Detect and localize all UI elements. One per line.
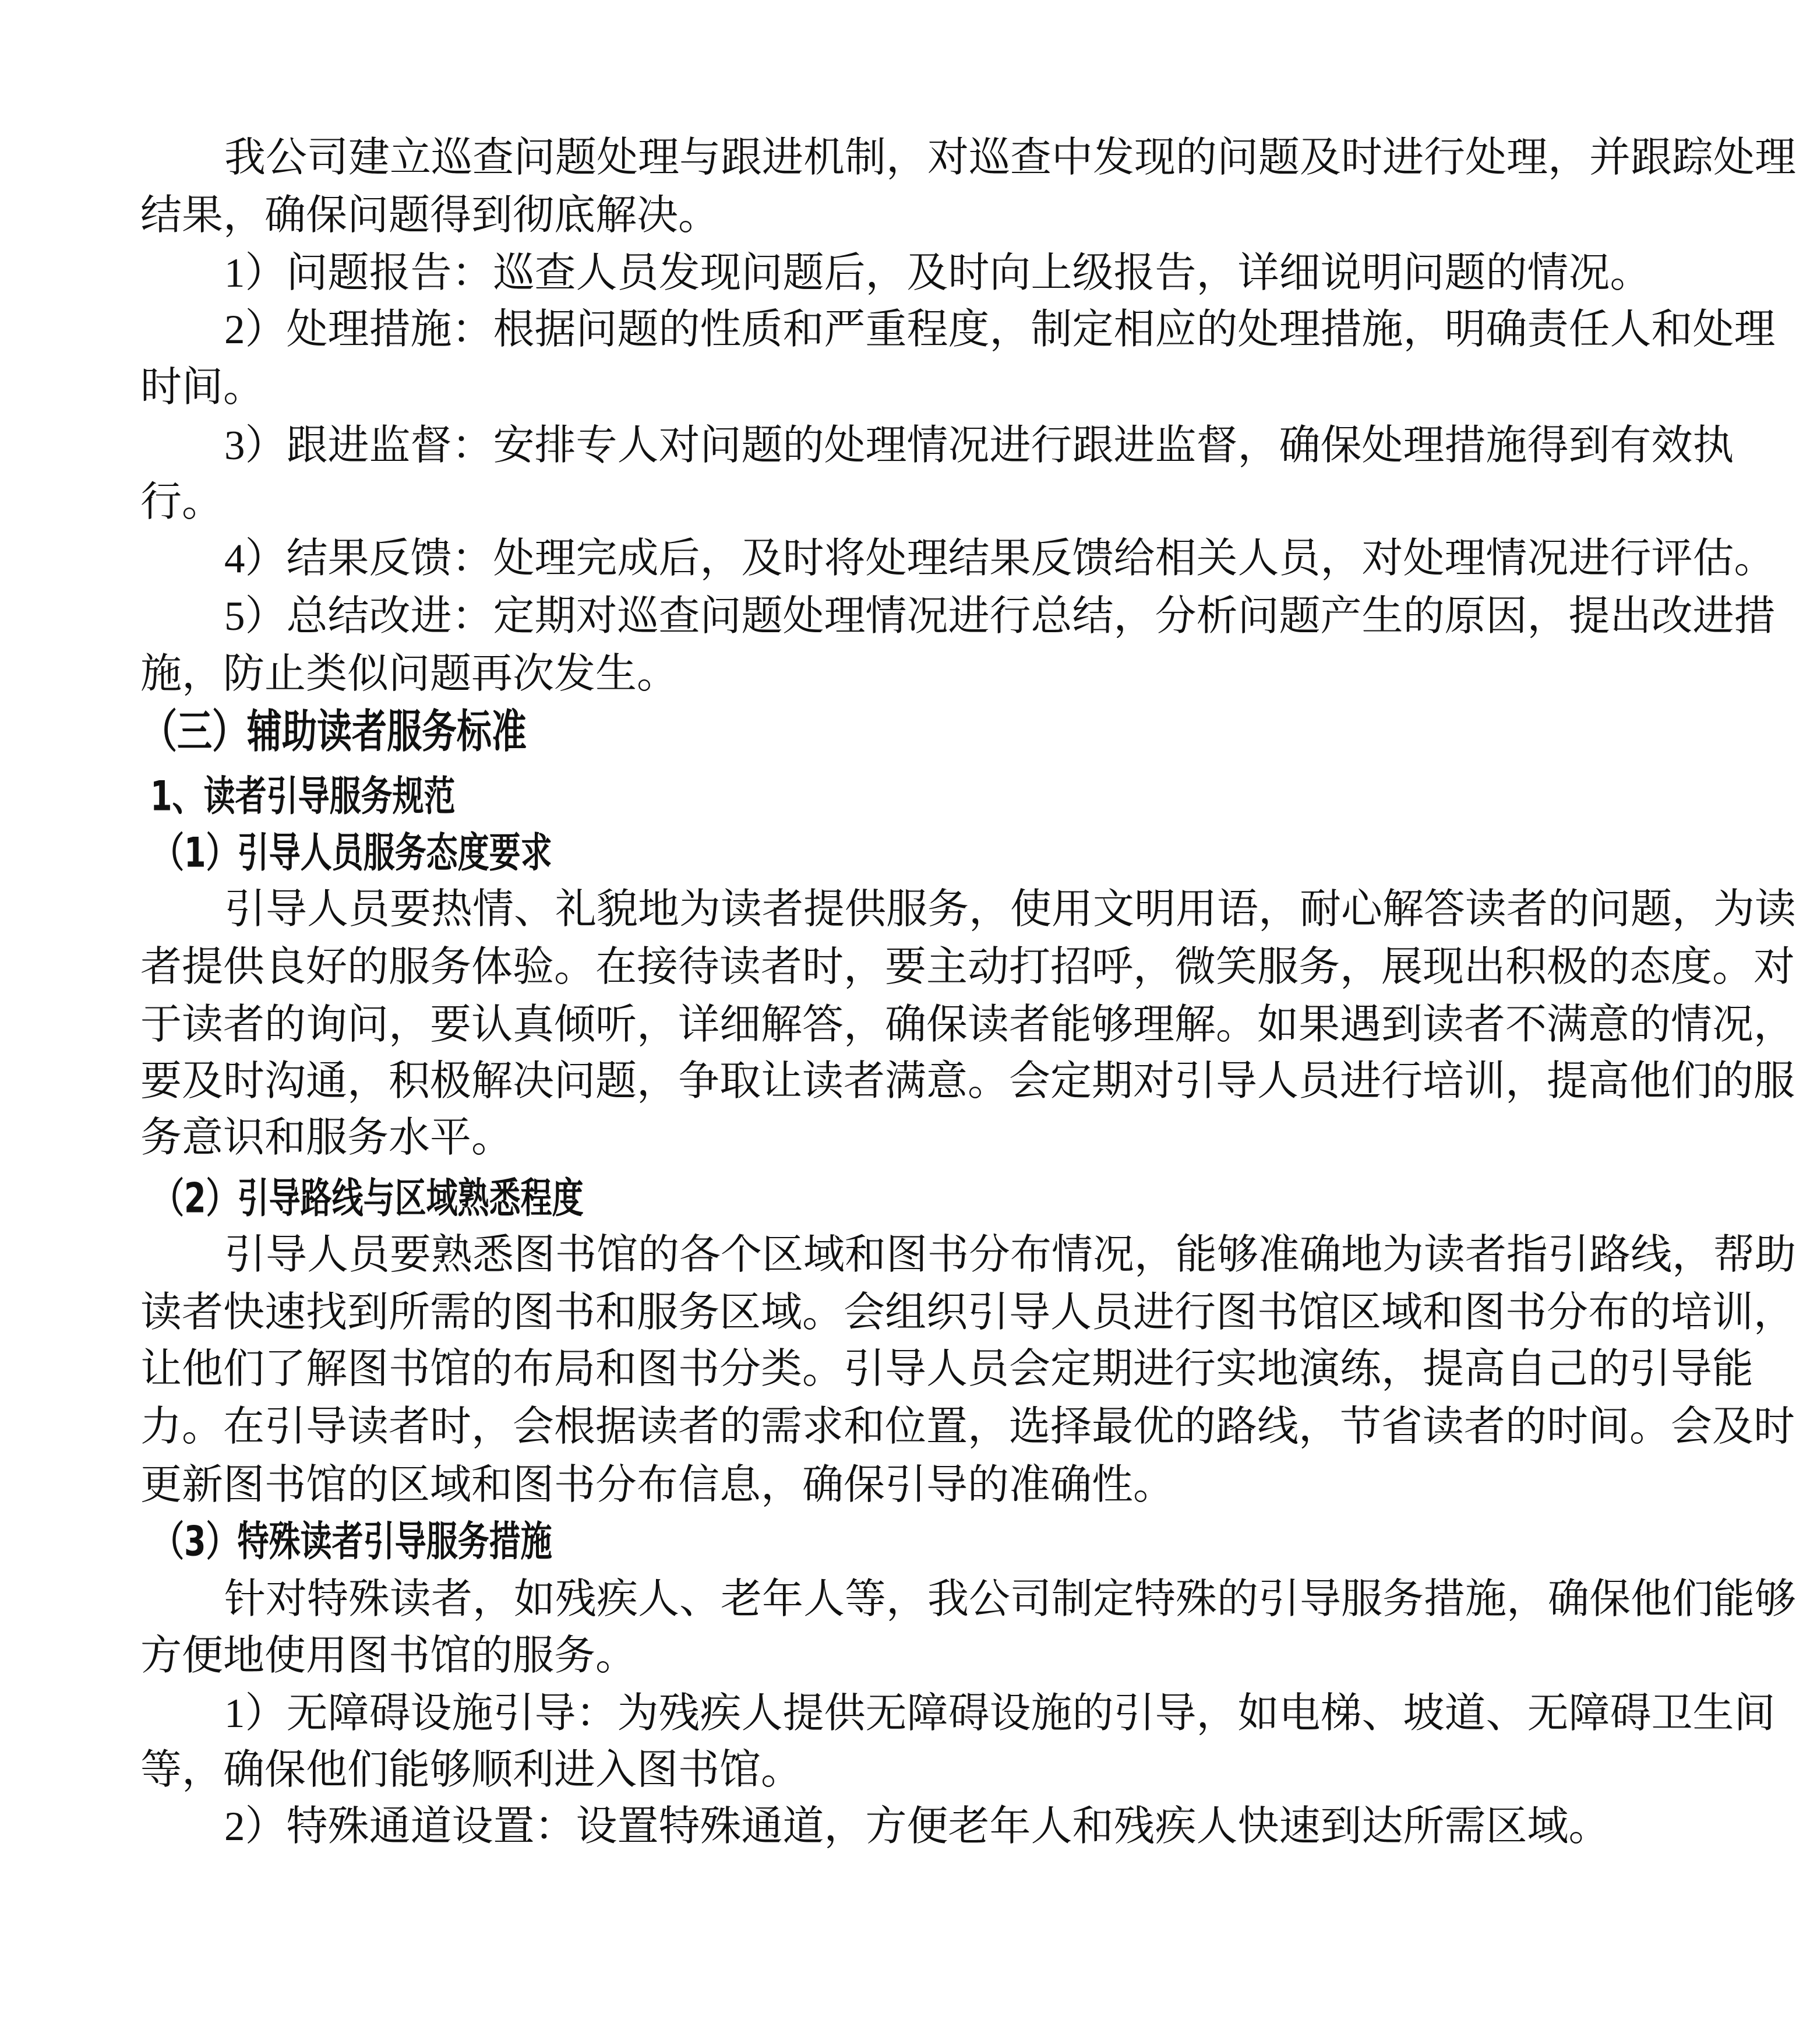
- list-item-line: 4）结果反馈：处理完成后，及时将处理结果反馈给相关人员，对处理情况进行评估。: [224, 536, 1776, 582]
- list-item-line: 时间。: [140, 365, 265, 410]
- paragraph-line: 引导人员要热情、礼貌地为读者提供服务，使用文明用语，耐心解答读者的问题，为读: [224, 887, 1796, 932]
- paragraph-line: 针对特殊读者，如残疾人、老年人等，我公司制定特殊的引导服务措施，确保他们能够: [224, 1577, 1796, 1622]
- paragraph-line: 要及时沟通，积极解决问题，争取让读者满意。会定期对引导人员进行培训，提高他们的服: [140, 1059, 1795, 1104]
- list-item-line: 行。: [140, 480, 224, 525]
- list-item-line: 2）处理措施：根据问题的性质和严重程度，制定相应的处理措施，明确责任人和处理: [224, 307, 1776, 353]
- paragraph-line: 引导人员要熟悉图书馆的各个区域和图书分布情况，能够准确地为读者指引路线，帮助: [224, 1232, 1796, 1278]
- list-item-line: 2）特殊通道设置：设置特殊通道，方便老年人和残疾人快速到达所需区域。: [224, 1804, 1610, 1849]
- list-item-line: 3）跟进监督：安排专人对问题的处理情况进行跟进监督，确保处理措施得到有效执: [224, 423, 1734, 468]
- part-heading: （3）特殊读者引导服务措施: [153, 1517, 552, 1566]
- list-item-line: 施，防止类似问题再次发生。: [140, 651, 679, 697]
- paragraph-line: 务意识和服务水平。: [140, 1115, 513, 1161]
- paragraph-line: 读者快速找到所需的图书和服务区域。会组织引导人员进行图书馆区域和图书分布的培训，: [140, 1290, 1795, 1335]
- part-heading: （1）引导人员服务态度要求: [153, 829, 552, 877]
- paragraph-line: 让他们了解图书馆的布局和图书分类。引导人员会定期进行实地演练，提高自己的引导能: [140, 1347, 1754, 1392]
- subsection-heading: 1、读者引导服务规范: [150, 772, 456, 820]
- paragraph-line: 方便地使用图书馆的服务。: [140, 1633, 637, 1679]
- section-heading: （三）辅助读者服务标准: [142, 705, 527, 759]
- paragraph-line: 结果，确保问题得到彻底解决。: [140, 193, 720, 238]
- list-item-line: 等，确保他们能够顺利进入图书馆。: [140, 1747, 803, 1793]
- paragraph-line: 我公司建立巡查问题处理与跟进机制，对巡查中发现的问题及时进行处理，并跟踪处理: [224, 135, 1796, 181]
- paragraph-line: 者提供良好的服务体验。在接待读者时，要主动打招呼，微笑服务，展现出积极的态度。对: [140, 945, 1795, 990]
- paragraph-line: 于读者的询问，要认真倾听，详细解答，确保读者能够理解。如果遇到读者不满意的情况，: [140, 1002, 1795, 1048]
- part-heading: （2）引导路线与区域熟悉程度: [153, 1174, 584, 1222]
- list-item-line: 5）总结改进：定期对巡查问题处理情况进行总结，分析问题产生的原因，提出改进措: [224, 594, 1776, 639]
- paragraph-line: 力。在引导读者时，会根据读者的需求和位置，选择最优的路线，节省读者的时间。会及时: [140, 1404, 1795, 1450]
- paragraph-line: 更新图书馆的区域和图书分布信息，确保引导的准确性。: [140, 1462, 1175, 1508]
- list-item-line: 1）无障碍设施引导：为残疾人提供无障碍设施的引导，如电梯、坡道、无障碍卫生间: [224, 1691, 1776, 1736]
- list-item-line: 1）问题报告：巡查人员发现问题后，及时向上级报告，详细说明问题的情况。: [224, 251, 1652, 296]
